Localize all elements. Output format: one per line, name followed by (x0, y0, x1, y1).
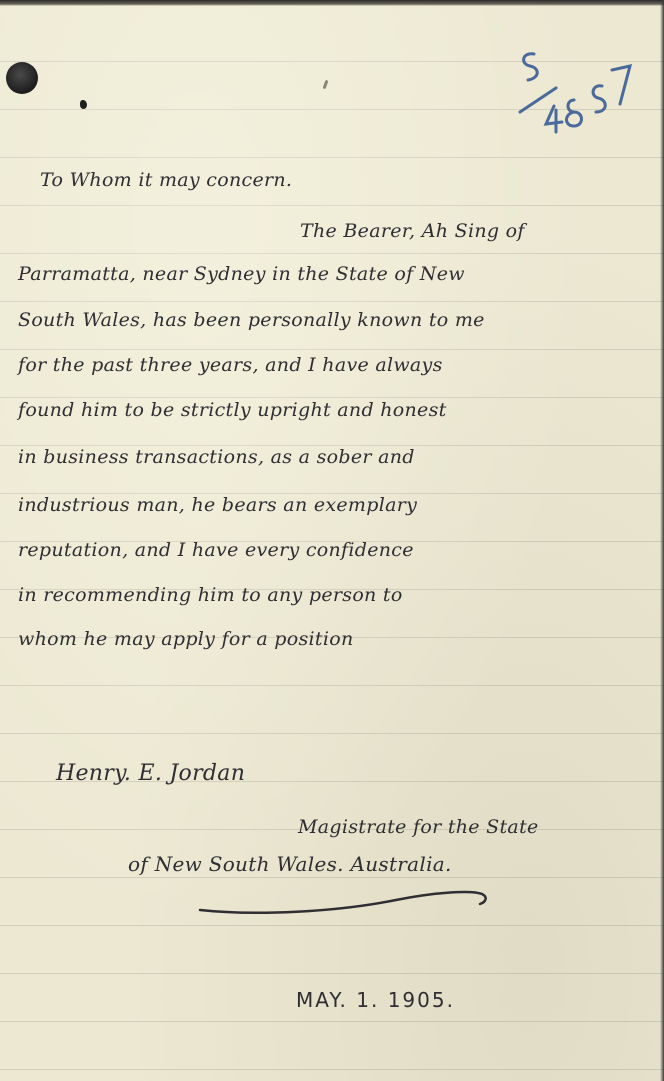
body-line: found him to be strictly upright and honest (18, 399, 447, 421)
letter-date: MAY. 1. 1905. (296, 988, 455, 1012)
signature-name: Henry. E. Jordan (56, 761, 246, 786)
body-line: in business transactions, as a sober and (18, 446, 415, 468)
body-line: The Bearer, Ah Sing of (300, 220, 525, 242)
body-line: in recommending him to any person to (18, 584, 403, 606)
signature-place: of New South Wales. Australia. (128, 852, 452, 876)
signature-flourish (196, 882, 496, 922)
body-line: South Wales, has been personally known to me (18, 309, 485, 331)
signature-title: Magistrate for the State (298, 816, 539, 838)
body-line: for the past three years, and I have always (18, 354, 443, 376)
body-line: reputation, and I have every confidence (18, 539, 414, 561)
body-line: Parramatta, near Sydney in the State of New (18, 263, 465, 285)
body-line: whom he may apply for a position (18, 628, 354, 650)
greeting: To Whom it may concern. (40, 169, 293, 191)
flourish-stroke (196, 882, 496, 922)
body-line: industrious man, he bears an exemplary (18, 494, 418, 516)
